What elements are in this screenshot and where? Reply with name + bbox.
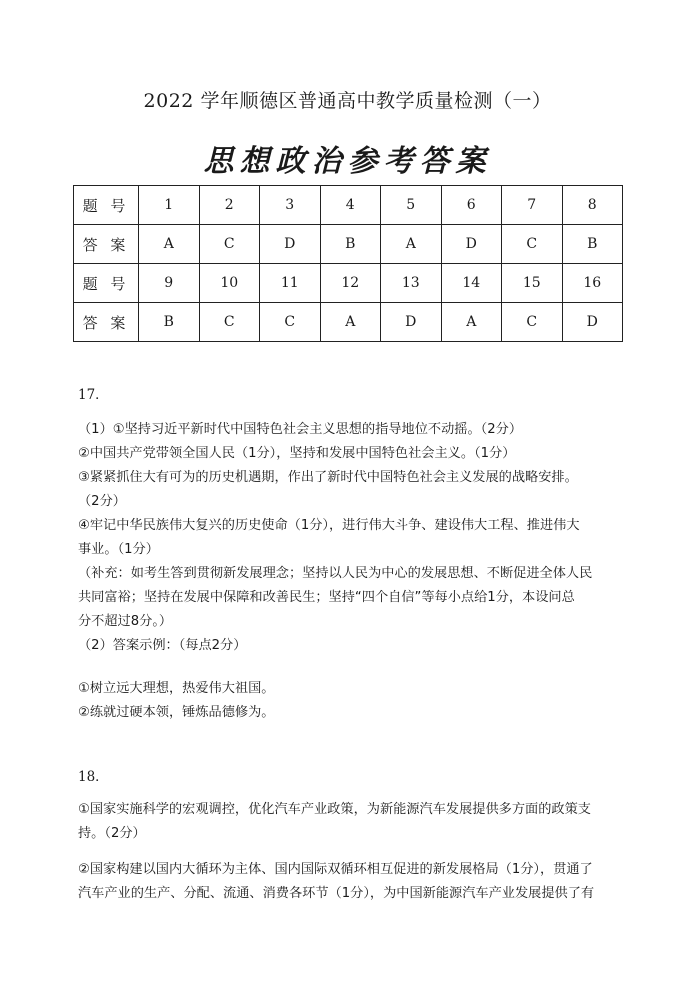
table-row bbox=[74, 225, 623, 264]
answer-line: ①树立远大理想，热爱伟大祖国。 bbox=[78, 681, 275, 696]
table-cell: 12 bbox=[320, 264, 381, 303]
question-17-number: 17． bbox=[78, 387, 109, 403]
table-cell: 6 bbox=[441, 186, 502, 225]
answer-line: ②练就过硬本领，锤炼品德修为。 bbox=[78, 705, 275, 720]
table-cell: D bbox=[441, 225, 502, 264]
answer-line: 共同富裕；坚持在发展中保障和改善民生；坚持“四个自信”等每小点给1分，本设问总 bbox=[78, 590, 575, 605]
answer-line: 分不超过8分。） bbox=[78, 614, 173, 629]
row-label: 题 号 bbox=[74, 264, 139, 303]
answer-line: （2分） bbox=[78, 494, 126, 509]
table-cell: C bbox=[199, 303, 260, 342]
table-cell: A bbox=[441, 303, 502, 342]
row-label: 答 案 bbox=[74, 225, 139, 264]
table-cell: 14 bbox=[441, 264, 502, 303]
answer-line: （1）①坚持习近平新时代中国特色社会主义思想的指导地位不动摇。（2分） bbox=[78, 422, 523, 437]
question-18-para-2 bbox=[78, 858, 626, 906]
table-cell: 8 bbox=[562, 186, 623, 225]
answer-table bbox=[73, 185, 623, 342]
table-cell: 10 bbox=[199, 264, 260, 303]
table-cell: B bbox=[320, 225, 381, 264]
table-cell: D bbox=[562, 303, 623, 342]
table-cell: C bbox=[260, 303, 321, 342]
table-cell: 9 bbox=[139, 264, 200, 303]
table-cell: B bbox=[562, 225, 623, 264]
row-label: 题 号 bbox=[74, 186, 139, 225]
table-cell: C bbox=[502, 303, 563, 342]
document-title: 2022 学年顺德区普通高中教学质量检测（一） bbox=[143, 90, 552, 112]
answer-line: ①国家实施科学的宏观调控，优化汽车产业政策，为新能源汽车发展提供多方面的政策支 bbox=[78, 802, 591, 817]
table-cell: C bbox=[199, 225, 260, 264]
table-cell: 15 bbox=[502, 264, 563, 303]
document-subtitle: 思想政治参考答案 bbox=[203, 144, 492, 179]
table-row bbox=[74, 303, 623, 342]
question-17-examples bbox=[78, 677, 626, 725]
answer-line: ④牢记中华民族伟大复兴的历史使命（1分），进行伟大斗争、建设伟大工程、推进伟大 bbox=[78, 518, 580, 533]
table-cell: 4 bbox=[320, 186, 381, 225]
row-label: 答 案 bbox=[74, 303, 139, 342]
answer-line: （2）答案示例：（每点2分） bbox=[78, 638, 247, 653]
answer-line: ②国家构建以国内大循环为主体、国内国际双循环相互促进的新发展格局（1分），贯通了 bbox=[78, 862, 593, 877]
answer-line: ②中国共产党带领全国人民（1分），坚持和发展中国特色社会主义。（1分） bbox=[78, 446, 516, 461]
answer-line: ③紧紧抓住大有可为的历史机遇期，作出了新时代中国特色社会主义发展的战略安排。 bbox=[78, 470, 578, 485]
question-18-para-1 bbox=[78, 798, 626, 846]
table-cell: 2 bbox=[199, 186, 260, 225]
table-cell: 11 bbox=[260, 264, 321, 303]
answer-line: 汽车产业的生产、分配、流通、消费各环节（1分），为中国新能源汽车产业发展提供了有 bbox=[78, 886, 595, 901]
table-row bbox=[74, 186, 623, 225]
table-cell: C bbox=[502, 225, 563, 264]
table-cell: D bbox=[260, 225, 321, 264]
question-18-number: 18． bbox=[78, 769, 109, 785]
table-cell: D bbox=[381, 303, 442, 342]
table-row bbox=[74, 264, 623, 303]
table-cell: 5 bbox=[381, 186, 442, 225]
table-cell: 7 bbox=[502, 186, 563, 225]
table-cell: A bbox=[320, 303, 381, 342]
table-cell: 13 bbox=[381, 264, 442, 303]
table-cell: 1 bbox=[139, 186, 200, 225]
table-cell: A bbox=[139, 225, 200, 264]
answer-line: （补充：如考生答到贯彻新发展理念；坚持以人民为中心的发展思想、不断促进全体人民 bbox=[78, 566, 593, 581]
table-cell: B bbox=[139, 303, 200, 342]
answer-line: 持。（2分） bbox=[78, 826, 146, 841]
table-cell: A bbox=[381, 225, 442, 264]
question-17-answer bbox=[78, 418, 626, 658]
table-cell: 3 bbox=[260, 186, 321, 225]
answer-line: 事业。（1分） bbox=[78, 542, 159, 557]
table-cell: 16 bbox=[562, 264, 623, 303]
